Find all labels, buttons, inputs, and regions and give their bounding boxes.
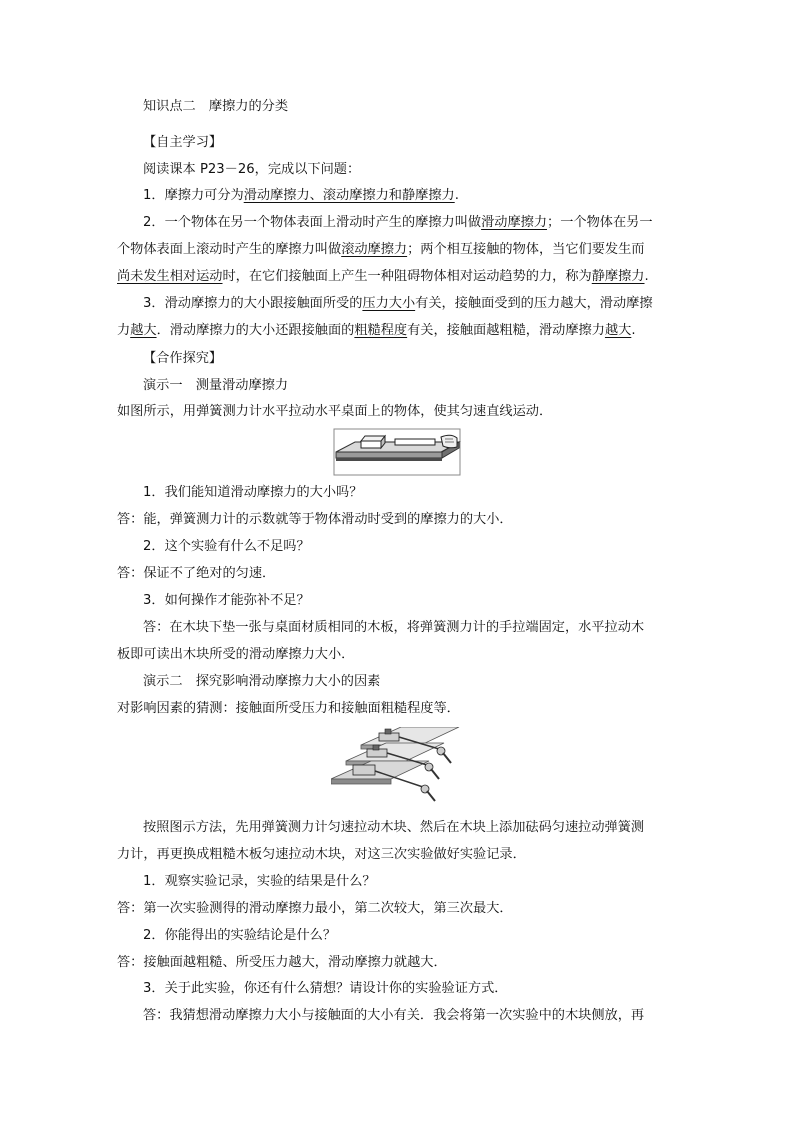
answer-underline: 静摩擦力 (591, 269, 645, 284)
demo1-q1: 1．我们能知道滑动摩擦力的大小吗？ (143, 485, 363, 500)
self-study-heading: 【自主学习】 (143, 135, 223, 150)
answer-underline: 滑动摩擦力 (481, 215, 548, 230)
demo1-title: 演示一 测量滑动摩擦力 (143, 378, 289, 393)
demo1-desc: 如图所示，用弹簧测力计水平拉动水平桌面上的物体，使其匀速直线运动． (117, 404, 553, 419)
demo1-a1: 答：能，弹簧测力计的示数就等于物体滑动时受到的摩擦力的大小． (117, 512, 513, 527)
demo2-q2: 2．你能得出的实验结论是什么？ (143, 928, 337, 943)
demo1-a2: 答：保证不了绝对的匀速． (117, 566, 276, 581)
demo2-a3: 答：我猜想滑动摩擦力大小与接触面的大小有关．我会将第一次实验中的木块侧放，再 (143, 1008, 645, 1023)
demo2-method-line1: 按照图示方法，先用弹簧测力计匀速拉动木块、然后在木块上添加砝码匀速拉动弹簧测 (143, 820, 645, 835)
section-title: 知识点二 摩擦力的分类 (143, 99, 289, 114)
self-study-q3-line2: 力越大．滑动摩擦力的大小还跟接触面的粗糙程度有关，接触面越粗糙，滑动摩擦力越大. (117, 323, 636, 338)
answer-underline: 越大 (604, 323, 632, 338)
demo2-a2: 答：接触面越粗糙、所受压力越大，滑动摩擦力就越大． (117, 955, 447, 970)
demo1-a3-line1: 答：在木块下垫一张与桌面材质相同的木板，将弹簧测力计的手拉端固定，水平拉动木 (143, 620, 645, 635)
demo2-method-line2: 力计，再更换成粗糙木板匀速拉动木块，对这三次实验做好实验记录． (117, 847, 526, 862)
answer-underline: 滚动摩擦力 (341, 242, 408, 257)
demo2-title: 演示二 探究影响滑动摩擦力大小的因素 (143, 674, 381, 689)
self-study-q2-line1: 2．一个物体在另一个物体表面上滑动时产生的摩擦力叫做滑动摩擦力；一个物体在另一 (143, 215, 653, 230)
demo1-q3: 3．如何操作才能弥补不足？ (143, 593, 310, 608)
answer-underline: 压力大小 (362, 296, 416, 311)
demo2-q3: 3．关于此实验，你还有什么猜想？请设计你的实验验证方式． (143, 981, 508, 996)
demo1-q2: 2．这个实验有什么不足吗？ (143, 539, 310, 554)
spring-scale-figure (333, 428, 461, 476)
self-study-intro: 阅读课本 P23－26，完成以下问题： (143, 162, 361, 177)
answer-underline: 越大 (130, 323, 157, 338)
demo2-a1: 答：第一次实验测得的滑动摩擦力最小，第二次较大，第三次最大． (117, 901, 513, 916)
coop-heading: 【合作探究】 (143, 351, 223, 366)
answer-underline: 尚未发生相对运动 (117, 269, 223, 284)
self-study-q3-line1: 3．滑动摩擦力的大小跟接触面所受的压力大小有关，接触面受到的压力越大，滑动摩擦 (143, 296, 653, 311)
demo1-a3-line2: 板即可读出木块所受的滑动摩擦力大小． (117, 647, 355, 662)
self-study-q1: 1．摩擦力可分为滑动摩擦力、滚动摩擦力和静摩擦力. (143, 188, 459, 203)
demo2-guess: 对影响因素的猜测：接触面所受压力和接触面粗糙程度等． (117, 701, 460, 716)
friction-experiment-figure (331, 727, 461, 803)
answer-underline: 滑动摩擦力、滚动摩擦力和静摩擦力 (243, 188, 455, 203)
demo2-q1: 1．观察实验记录，实验的结果是什么？ (143, 874, 376, 889)
self-study-q2-line3: 尚未发生相对运动时，在它们接触面上产生一种阻碍物体相对运动趋势的力，称为静摩擦力. (117, 269, 649, 284)
answer-underline: 粗糙程度 (354, 323, 408, 338)
self-study-q2-line2: 个物体表面上滚动时产生的摩擦力叫做滚动摩擦力；两个相互接触的物体，当它们要发生而 (117, 242, 645, 257)
